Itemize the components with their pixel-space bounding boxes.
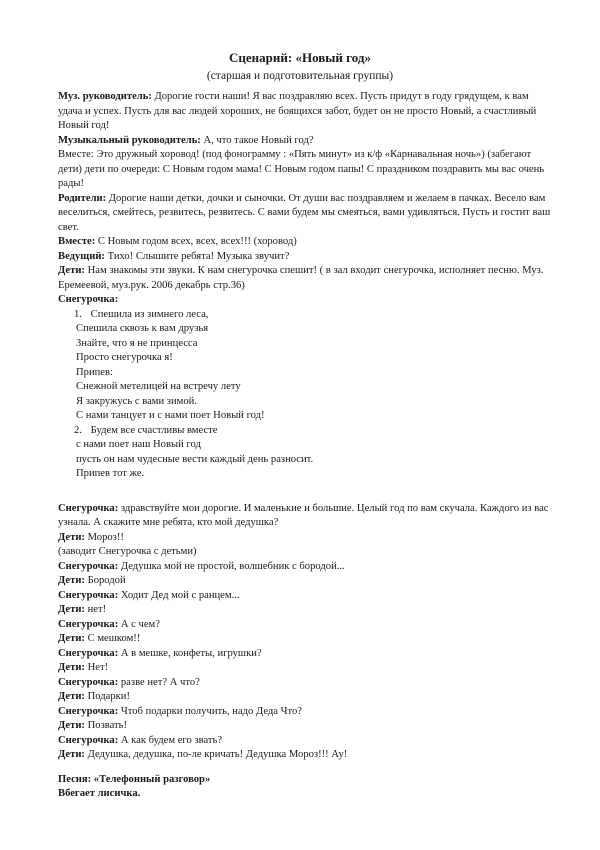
footer-section [58, 773, 554, 802]
script-line [58, 574, 554, 589]
script-line [58, 502, 554, 531]
script-line [58, 603, 554, 618]
script-line [58, 589, 554, 604]
verse-line: Припев: [76, 366, 113, 378]
line-text: здравствуйте мои дорогие. И маленькие и большие. Целый год по вам скучала. Каждого из вас узнала. А скажите мне ребята, кто мой дедушка? [58, 502, 549, 528]
speaker-label: Песня: «Телефонный разговор» [58, 773, 211, 785]
dialog-section [58, 502, 554, 763]
speaker-label: Снегурочка: [58, 705, 119, 717]
page-title: Сценарий: «Новый год» [229, 50, 371, 65]
verse-line: Снежной метелицей на встречу лету [76, 381, 241, 392]
speaker-label: Снегурочка: [58, 618, 119, 630]
script-line [58, 90, 554, 134]
script-line [58, 748, 554, 763]
line-text: разве нет? А что? [118, 676, 200, 688]
speaker-label: Снегурочка: [58, 560, 119, 572]
line-text: С Новым годом всех, всех, всех!!! (хоровод) [95, 236, 297, 247]
line-text: А как будем его звать? [118, 734, 223, 746]
script-line [58, 545, 554, 560]
song-verse-1 [58, 308, 554, 424]
verse-number: 1. [74, 308, 82, 320]
speaker-label: Дети: [58, 691, 85, 702]
speaker-label: Снегурочка: [58, 734, 119, 746]
speaker-label: Дети: [58, 662, 85, 673]
script-line [58, 661, 554, 676]
speaker-label: Дети: [58, 604, 85, 615]
script-line [58, 719, 554, 734]
script-line [58, 773, 554, 788]
song-verse-2 [58, 424, 554, 482]
verse-line: Будем все счастливы вместе [90, 424, 218, 436]
verse-line: Припев тот же. [76, 468, 145, 479]
script-line [58, 293, 554, 308]
speaker-label: Родители: [58, 192, 107, 204]
line-text: А в мешке, конфеты, игрушки? [118, 647, 262, 659]
line-text: Дедушка, дедушка, по-ле кричать! Дедушка Мороз!!! Ау! [84, 749, 348, 760]
verse-line: пусть он нам чудесные вести каждый день разносит. [76, 453, 314, 465]
speaker-label: Снегурочка: [58, 502, 119, 514]
line-text: нет! [84, 604, 107, 615]
line-text: Ходит Дед мой с ранцем... [118, 589, 240, 601]
speaker-label: Музыкальный руководитель: [58, 134, 201, 146]
script-line [58, 531, 554, 546]
script-line [58, 235, 554, 250]
verse-line: Просто снегурочка я! [76, 352, 173, 363]
speaker-label: Дети: [58, 265, 85, 276]
verse-line: Спешила из зимнего леса, [90, 308, 209, 320]
line-text: А с чем? [118, 618, 160, 630]
script-line [58, 192, 554, 236]
speaker-label: Снегурочка: [58, 294, 119, 305]
script-line [58, 734, 554, 749]
verse-number: 2. [74, 424, 82, 436]
script-line [58, 690, 554, 705]
line-text: Нам знакомы эти звуки. К нам снегурочка спешит! ( в зал входит снегурочка, исполняет песню. Муз. Еремеевой, муз.рук. 2006 декабрь стр.36) [58, 265, 544, 291]
verse-line: Спешила сквозь к вам друзья [76, 323, 209, 334]
speaker-label: Вместе: [58, 236, 96, 247]
speaker-label: Снегурочка: [58, 647, 119, 659]
verse-line: с нами поет наш Новый год [76, 439, 201, 450]
speaker-label: Дети: [58, 531, 85, 543]
line-text: Дедушка мой не простой, волшебник с бородой... [118, 560, 345, 572]
speaker-label: Дети: [58, 633, 85, 644]
line-text: Дорогие наши детки, дочки и сыночки. От души вас поздравляем и желаем в пачках. Весело вам веселиться, смейтесь, резвитесь, резвитесь. С вами будем мы смеяться, вами удивляться. Пусть и гостит ваш свет. [58, 192, 551, 233]
line-text: А, что такое Новый год? [200, 134, 314, 146]
script-line [58, 632, 554, 647]
script-line [58, 705, 554, 720]
speaker-label: Снегурочка: [58, 589, 119, 601]
line-text: Позвать! [84, 720, 128, 731]
line-text: (заводит Снегурочка с детьми) [58, 546, 197, 557]
line-text: Мороз!! [84, 531, 124, 543]
script-line [58, 618, 554, 633]
speaker-label: Снегурочка: [58, 676, 119, 688]
speaker-label: Ведущий: [58, 250, 105, 262]
speaker-label: Дети: [58, 575, 85, 586]
line-text: Вместе: Это дружный хоровод! (под фонограмму : «Пять минут» из к/ф «Карнавальная ночь») (забегают дети) дети по очереди: С Новым годом мама! С Новым годом папы! С праздником поздравить мы вас очень рады! [58, 149, 545, 189]
speaker-label: Муз. руководитель: [58, 91, 152, 102]
line-text: Подарки! [84, 691, 130, 702]
page-subtitle: (старшая и подготовительная группы) [206, 70, 394, 82]
speaker-label: Дети: [58, 749, 85, 760]
script-line [58, 250, 554, 265]
speaker-label: Дети: [58, 720, 85, 731]
verse-line: Я закружусь с вами зимой. [76, 395, 197, 407]
line-text: Бородой [84, 575, 126, 586]
line-text: Нет! [84, 662, 109, 673]
verse-line: С нами танцует и с нами поет Новый год! [76, 410, 265, 421]
line-text: С мешком!! [84, 633, 141, 644]
speaker-label: Вбегает лисичка. [58, 788, 141, 799]
script-line [58, 148, 554, 192]
line-text: Чтоб подарки получить, надо Деда Что? [118, 705, 303, 717]
script-line [58, 676, 554, 691]
verse-line: Знайте, что я не принцесса [76, 337, 198, 349]
script-line [58, 647, 554, 662]
script-body [58, 90, 554, 802]
script-line [58, 787, 554, 802]
line-text: Дорогие гости наши! Я вас поздравляю всех. Пусть придут в году грядущем, к вам удача и успех. Пусть для вас людей хороших, не боящихся забот, будет он не просто Новый, а счастливый Новый год! [58, 91, 537, 131]
script-line [58, 560, 554, 575]
line-text: Тихо! Слышите ребята! Музыка звучит? [104, 250, 290, 262]
script-line [58, 264, 554, 293]
intro-section [58, 90, 554, 308]
script-line [58, 134, 554, 149]
